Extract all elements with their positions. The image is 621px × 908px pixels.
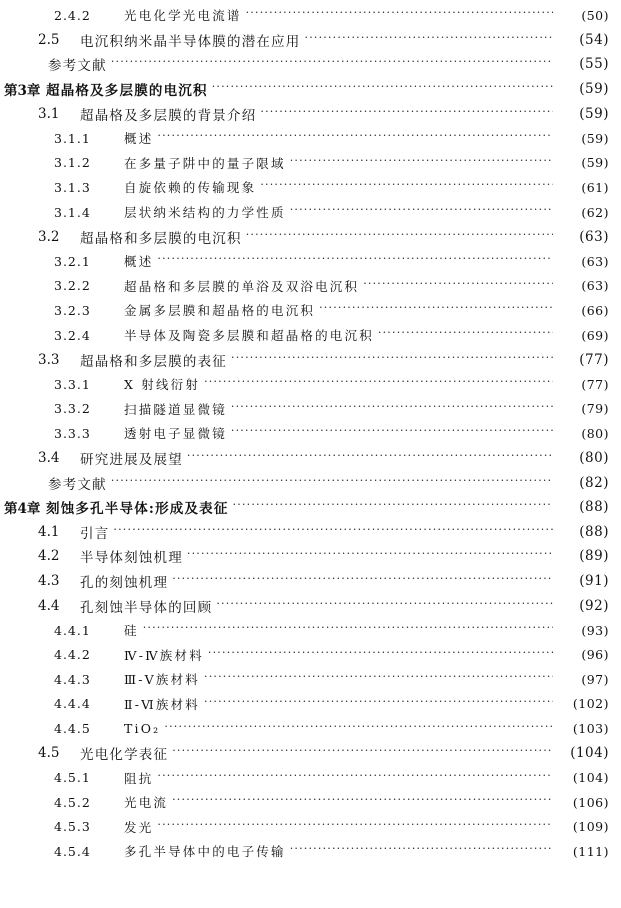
- toc-dot-leader: [187, 451, 553, 465]
- toc-dot-leader: [212, 82, 553, 96]
- toc-entry-page: (89): [579, 548, 609, 565]
- toc-entry-number: 3.1: [38, 105, 60, 122]
- toc-entry-page: (54): [579, 31, 609, 48]
- toc-entry-number: 4.4.3: [54, 671, 91, 687]
- toc-entry-number: 3.3.1: [54, 376, 91, 392]
- toc-dot-leader: [363, 279, 553, 293]
- toc-dot-leader: [216, 599, 553, 613]
- toc-entry-page: (80): [579, 449, 609, 466]
- toc-entry-number: 4.4: [38, 597, 60, 614]
- toc-entry-page: (91): [579, 572, 609, 589]
- toc-references-entry: [0, 52, 621, 77]
- toc-section-entry: [0, 593, 621, 618]
- toc-section-entry: [0, 28, 621, 53]
- toc-entry-title: 透射电子显微镜: [124, 426, 227, 442]
- toc-dot-leader: [246, 230, 553, 244]
- toc-dot-leader: [231, 426, 553, 440]
- toc-dot-leader: [111, 476, 553, 490]
- toc-entry-number: 3.2: [38, 228, 60, 245]
- toc-entry-page: (59): [579, 105, 609, 122]
- toc-entry-number: 3.2.4: [54, 327, 91, 343]
- toc-dot-leader: [305, 33, 554, 47]
- toc-entry-title: 在多量子阱中的量子限域: [124, 155, 286, 171]
- toc-dot-leader: [290, 156, 553, 170]
- toc-entry-title: 超晶格和多层膜的表征: [80, 353, 227, 370]
- toc-entry-number: 第3章: [4, 83, 41, 100]
- toc-entry-number: 3.1.3: [54, 179, 91, 195]
- toc-dot-leader: [157, 131, 553, 145]
- toc-entry-page: (79): [581, 401, 609, 417]
- toc-entry-number: 3.1.4: [54, 204, 91, 220]
- toc-entry-page: (106): [572, 794, 609, 810]
- toc-subsection-entry: [0, 815, 621, 840]
- toc-entry-page: (102): [572, 696, 609, 712]
- toc-entry-title: 阻抗: [124, 770, 154, 786]
- toc-subsection-entry: [0, 765, 621, 790]
- toc-section-entry: [0, 224, 621, 249]
- toc-dot-leader: [204, 672, 553, 686]
- toc-section-entry: [0, 569, 621, 594]
- toc-entry-title: 自旋依赖的传输现象: [124, 180, 257, 196]
- toc-entry-title: 超晶格和多层膜的单浴及双浴电沉积: [124, 278, 360, 294]
- toc-entry-number: 4.3: [38, 572, 60, 589]
- toc-subsection-entry: [0, 151, 621, 176]
- toc-dot-leader: [290, 844, 553, 858]
- toc-section-entry: [0, 446, 621, 471]
- toc-dot-leader: [378, 328, 553, 342]
- toc-entry-page: (62): [581, 204, 609, 220]
- toc-section-entry: [0, 519, 621, 544]
- toc-entry-number: 4.5.3: [54, 819, 91, 835]
- toc-entry-page: (104): [570, 745, 609, 762]
- toc-entry-page: (111): [572, 843, 609, 859]
- toc-dot-leader: [164, 722, 553, 736]
- toc-entry-title: Ⅲ-Ⅴ族材料: [124, 672, 201, 688]
- toc-entry-title: 孔的刻蚀机理: [80, 574, 169, 591]
- toc-entry-number: 3.3.3: [54, 425, 91, 441]
- toc-entry-title: 超晶格及多层膜的电沉积: [46, 83, 208, 100]
- toc-entry-page: (109): [572, 819, 609, 835]
- toc-entry-page: (59): [579, 81, 609, 98]
- toc-dot-leader: [204, 377, 553, 391]
- toc-entry-title: 超晶格及多层膜的背景介绍: [80, 107, 257, 124]
- toc-section-entry: [0, 741, 621, 766]
- toc-subsection-entry: [0, 618, 621, 643]
- toc-entry-title: 扫描隧道显微镜: [124, 401, 227, 417]
- toc-dot-leader: [187, 549, 553, 563]
- toc-entry-title: 半导体刻蚀机理: [80, 550, 183, 567]
- toc-entry-title: 引言: [80, 525, 110, 542]
- toc-subsection-entry: [0, 839, 621, 864]
- toc-entry-number: 4.4.4: [54, 696, 91, 712]
- toc-entry-title: 刻蚀多孔半导体:形成及表征: [46, 501, 229, 518]
- toc-entry-number: 4.4.2: [54, 647, 91, 663]
- toc-subsection-entry: [0, 323, 621, 348]
- toc-dot-leader: [113, 525, 553, 539]
- toc-entry-page: (50): [581, 7, 609, 23]
- toc-entry-page: (61): [581, 179, 609, 195]
- toc-dot-leader: [172, 574, 553, 588]
- toc-entry-title: 层状纳米结构的力学性质: [124, 205, 286, 221]
- toc-entry-title: 概述: [124, 254, 154, 270]
- toc-dot-leader: [231, 402, 553, 416]
- toc-entry-title: 光电化学表征: [80, 747, 169, 764]
- toc-entry-title: 发光: [124, 819, 154, 835]
- toc-dot-leader: [260, 180, 553, 194]
- toc-entry-title: 研究进展及展望: [80, 451, 183, 468]
- toc-entry-page: (103): [572, 721, 609, 737]
- toc-dot-leader: [172, 795, 553, 809]
- toc-entry-page: (96): [581, 647, 609, 663]
- toc-entry-number: 3.2.3: [54, 302, 91, 318]
- toc-entry-page: (63): [581, 278, 609, 294]
- toc-dot-leader: [233, 500, 553, 514]
- toc-entry-number: 3.1.1: [54, 130, 91, 146]
- table-of-contents: [0, 3, 621, 864]
- toc-entry-number: 3.1.2: [54, 155, 91, 171]
- toc-section-entry: [0, 544, 621, 569]
- toc-subsection-entry: [0, 298, 621, 323]
- toc-subsection-entry: [0, 667, 621, 692]
- toc-entry-page: (93): [581, 622, 609, 638]
- toc-entry-title: 参考文献: [48, 476, 107, 493]
- toc-entry-page: (80): [581, 425, 609, 441]
- toc-dot-leader: [111, 57, 553, 71]
- toc-entry-page: (77): [579, 351, 609, 368]
- toc-chapter-entry: [0, 77, 621, 102]
- toc-section-entry: [0, 347, 621, 372]
- toc-entry-title: 概述: [124, 131, 154, 147]
- toc-entry-number: 4.4.1: [54, 622, 91, 638]
- toc-entry-page: (69): [581, 327, 609, 343]
- toc-entry-page: (97): [581, 671, 609, 687]
- toc-entry-number: 4.5: [38, 745, 60, 762]
- toc-dot-leader: [290, 205, 553, 219]
- toc-entry-number: 3.3: [38, 351, 60, 368]
- toc-entry-title: Ⅱ-Ⅵ族材料: [124, 696, 200, 712]
- toc-chapter-entry: [0, 495, 621, 520]
- toc-subsection-entry: [0, 642, 621, 667]
- toc-subsection-entry: [0, 716, 621, 741]
- toc-entry-page: (59): [581, 130, 609, 146]
- toc-entry-title: 孔刻蚀半导体的回顾: [80, 599, 213, 616]
- toc-subsection-entry: [0, 200, 621, 225]
- toc-entry-title: TiO₂: [124, 721, 161, 737]
- toc-entry-page: (88): [579, 499, 609, 516]
- toc-entry-page: (77): [581, 376, 609, 392]
- toc-dot-leader: [204, 697, 553, 711]
- toc-entry-title: 半导体及陶瓷多层膜和超晶格的电沉积: [124, 328, 374, 344]
- toc-entry-number: 4.2: [38, 548, 60, 565]
- toc-entry-page: (59): [581, 155, 609, 171]
- toc-entry-number: 第4章: [4, 501, 41, 518]
- toc-dot-leader: [143, 623, 553, 637]
- toc-subsection-entry: [0, 421, 621, 446]
- toc-dot-leader: [231, 353, 553, 367]
- toc-subsection-entry: [0, 372, 621, 397]
- toc-section-entry: [0, 101, 621, 126]
- toc-dot-leader: [157, 771, 553, 785]
- toc-entry-title: X 射线衍射: [124, 377, 201, 393]
- toc-subsection-entry: [0, 3, 621, 28]
- toc-entry-page: (82): [579, 474, 609, 491]
- toc-entry-number: 4.1: [38, 523, 60, 540]
- toc-dot-leader: [319, 303, 553, 317]
- toc-subsection-entry: [0, 692, 621, 717]
- toc-subsection-entry: [0, 397, 621, 422]
- toc-entry-page: (63): [579, 228, 609, 245]
- toc-entry-number: 3.2.2: [54, 278, 91, 294]
- toc-entry-title: 金属多层膜和超晶格的电沉积: [124, 303, 316, 319]
- toc-entry-number: 3.4: [38, 449, 60, 466]
- toc-entry-title: 超晶格和多层膜的电沉积: [80, 230, 242, 247]
- toc-subsection-entry: [0, 126, 621, 151]
- toc-entry-title: 多孔半导体中的电子传输: [124, 844, 286, 860]
- toc-entry-number: 4.5.1: [54, 770, 91, 786]
- toc-dot-leader: [246, 8, 553, 22]
- toc-entry-page: (88): [579, 523, 609, 540]
- toc-entry-title: 光电流: [124, 795, 169, 811]
- toc-entry-number: 4.5.2: [54, 794, 91, 810]
- toc-entry-page: (104): [572, 770, 609, 786]
- toc-entry-number: 2.4.2: [54, 7, 91, 23]
- toc-entry-number: 4.5.4: [54, 843, 91, 859]
- toc-entry-title: 参考文献: [48, 58, 107, 75]
- toc-entry-title: Ⅳ-Ⅳ族材料: [124, 647, 204, 663]
- toc-entry-page: (92): [579, 597, 609, 614]
- toc-subsection-entry: [0, 790, 621, 815]
- toc-dot-leader: [208, 648, 553, 662]
- toc-entry-number: 3.3.2: [54, 401, 91, 417]
- toc-entry-number: 3.2.1: [54, 253, 91, 269]
- toc-entry-number: 4.4.5: [54, 721, 91, 737]
- toc-entry-title: 硅: [124, 623, 139, 639]
- toc-subsection-entry: [0, 274, 621, 299]
- toc-subsection-entry: [0, 175, 621, 200]
- toc-dot-leader: [172, 746, 553, 760]
- toc-references-entry: [0, 470, 621, 495]
- toc-entry-page: (66): [581, 302, 609, 318]
- toc-entry-title: 电沉积纳米晶半导体膜的潜在应用: [80, 33, 301, 50]
- toc-entry-page: (63): [581, 253, 609, 269]
- toc-entry-number: 2.5: [38, 31, 60, 48]
- toc-dot-leader: [260, 107, 553, 121]
- toc-subsection-entry: [0, 249, 621, 274]
- toc-dot-leader: [157, 820, 553, 834]
- toc-dot-leader: [157, 254, 553, 268]
- toc-entry-title: 光电化学光电流谱: [124, 8, 242, 24]
- toc-entry-page: (55): [579, 56, 609, 73]
